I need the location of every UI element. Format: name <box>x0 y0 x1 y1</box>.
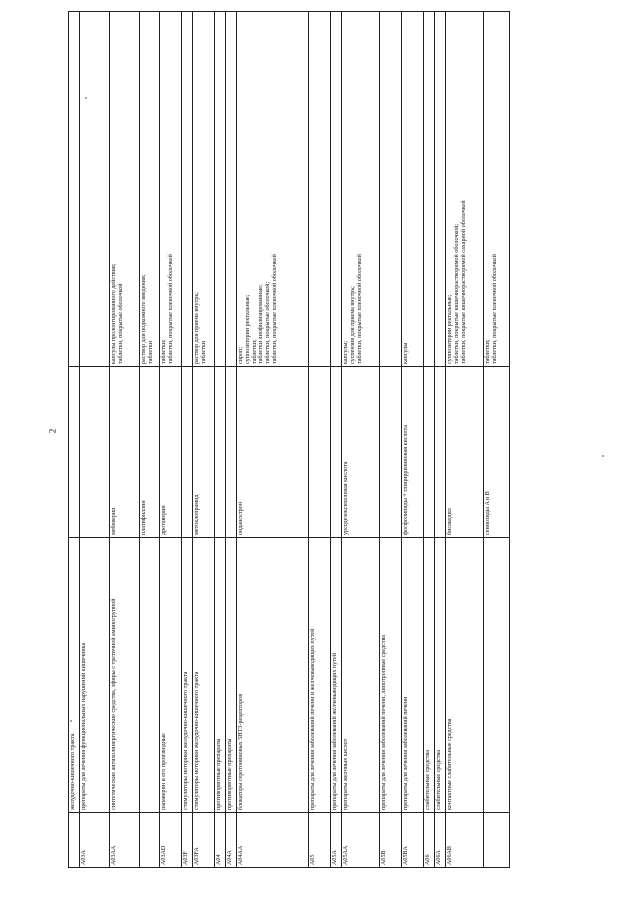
table-row <box>237 12 309 868</box>
atc-code-cell: A05 <box>309 813 331 868</box>
table-row <box>435 12 446 868</box>
page-number: 2 <box>47 428 58 434</box>
atc-code-cell: A03AA <box>110 813 140 868</box>
dosage-form-line: таблетки <box>200 340 207 364</box>
table-row <box>446 12 484 868</box>
table-row <box>380 12 402 868</box>
dosage-form-line: таблетки, покрытые кишечнорастворимой оболочкой; <box>453 223 460 364</box>
drug-name-cell: урсодезоксихолевая кислота <box>342 367 380 538</box>
drug-name-cell <box>309 367 331 538</box>
table-row <box>160 12 182 868</box>
dosage-form-line: таблетки, покрытые пленочной оболочкой <box>356 254 363 364</box>
dosage-forms-cell <box>380 12 402 367</box>
drug-name-cell: мебеверин <box>110 367 140 538</box>
dosage-forms-cell <box>193 12 215 367</box>
drug-name-cell <box>380 367 402 538</box>
group-name-cell: препараты для лечения заболеваний печени <box>402 538 424 813</box>
table-body <box>69 12 510 868</box>
dosage-form-line: таблетки лиофилизированные; <box>258 284 265 364</box>
atc-code-cell: A05AA <box>342 813 380 868</box>
table-row <box>484 12 510 868</box>
group-name-cell <box>140 538 160 813</box>
group-name-cell: контактные слабительные средства <box>446 538 484 813</box>
atc-code-cell: A06AB <box>446 813 484 868</box>
dosage-forms-cell <box>69 12 80 367</box>
atc-code-cell <box>484 813 510 868</box>
dosage-form-line: суппозитории ректальные; <box>244 294 251 364</box>
dosage-forms-cell <box>237 12 309 367</box>
dosage-form-line: таблетки, покрытые пленочной оболочкой <box>167 254 174 364</box>
dosage-form-line: таблетки, покрытые кишечнорастворимой сахарной оболочкой <box>460 200 467 364</box>
group-name-cell: противорвотные препараты <box>226 538 237 813</box>
group-name-cell: препараты для лечения заболеваний печени, липотропные средства <box>380 538 402 813</box>
drug-name-cell: бисакодил <box>446 367 484 538</box>
group-name-cell: желудочно-кишечного тракта <box>69 538 80 813</box>
drug-name-cell <box>69 367 80 538</box>
dosage-forms-cell <box>215 12 226 367</box>
dosage-forms-cell <box>331 12 342 367</box>
group-name-cell: слабительные средства <box>435 538 446 813</box>
table-row <box>424 12 435 868</box>
dosage-forms-cell <box>446 12 484 367</box>
atc-code-cell <box>140 813 160 868</box>
drug-classification-table <box>68 11 510 868</box>
dosage-forms-cell <box>182 12 193 367</box>
dosage-form-line: капсулы пролонгированного действия; <box>111 263 117 364</box>
group-name-cell: препараты желчных кислот <box>342 538 380 813</box>
group-name-cell: слабительные средства <box>424 538 435 813</box>
dosage-forms-cell <box>402 12 424 367</box>
dosage-forms-cell <box>309 12 331 367</box>
group-name-cell <box>484 538 510 813</box>
drug-name-cell: платифиллин <box>140 367 160 538</box>
atc-code-cell: A05BA <box>402 813 424 868</box>
dosage-form-line: таблетки, покрытые оболочкой <box>117 283 124 364</box>
dosage-forms-cell <box>484 12 510 367</box>
dosage-form-line: раствор для подкожного введения; <box>141 274 147 364</box>
dosage-form-line: таблетки; <box>251 339 258 364</box>
dosage-form-line: суспензия для приема внутрь; <box>349 286 356 364</box>
table-row <box>69 12 80 868</box>
group-name-cell: папаверин и его производные <box>160 538 182 813</box>
drug-name-cell <box>226 367 237 538</box>
atc-code-cell: A04A <box>226 813 237 868</box>
dosage-form-line: суппозитории ректальные; <box>447 294 453 364</box>
atc-code-cell: A06A <box>435 813 446 868</box>
drug-name-cell: метоклопрамид <box>193 367 215 538</box>
dosage-form-line: сироп; <box>238 346 244 364</box>
atc-code-cell: A03F <box>182 813 193 868</box>
table-row <box>331 12 342 868</box>
table-row <box>110 12 140 868</box>
table-row <box>309 12 331 868</box>
dosage-forms-cell <box>342 12 380 367</box>
table-row <box>402 12 424 868</box>
group-name-cell: препараты для лечения заболеваний печени и желчевыводящих путей <box>309 538 331 813</box>
dosage-forms-cell <box>435 12 446 367</box>
dosage-form-line: раствор для приема внутрь; <box>194 292 200 364</box>
table-row <box>342 12 380 868</box>
dosage-forms-cell <box>80 12 110 367</box>
drug-name-cell <box>424 367 435 538</box>
atc-code-cell <box>69 813 80 868</box>
dosage-forms-cell <box>226 12 237 367</box>
group-name-cell: стимуляторы моторики желудочно-кишечного тракта <box>193 538 215 813</box>
atc-code-cell: A03AD <box>160 813 182 868</box>
drug-name-cell: ондансетрон <box>237 367 309 538</box>
dosage-form-line: капсулы <box>403 342 409 364</box>
atc-code-cell: A04AA <box>237 813 309 868</box>
drug-name-cell: дротаверин <box>160 367 182 538</box>
group-name-cell: препараты для лечения функциональных нарушений кишечника <box>80 538 110 813</box>
drug-name-cell <box>215 367 226 538</box>
dosage-forms-cell <box>424 12 435 367</box>
table-row <box>226 12 237 868</box>
atc-code-cell: A03A <box>80 813 110 868</box>
table-row <box>80 12 110 868</box>
group-name-cell: стимуляторы моторики желудочно-кишечного тракта <box>182 538 193 813</box>
dosage-form-line: таблетки, покрытые пленочной оболочкой <box>272 254 279 364</box>
dosage-forms-cell <box>140 12 160 367</box>
dosage-form-line: таблетки <box>147 340 154 364</box>
dosage-form-line: таблетки; <box>485 339 491 364</box>
drug-name-cell <box>331 367 342 538</box>
drug-name-cell <box>80 367 110 538</box>
atc-code-cell: A03FA <box>193 813 215 868</box>
table-row <box>215 12 226 868</box>
group-name-cell: противорвотные препараты <box>215 538 226 813</box>
dosage-form-line: таблетки; <box>161 339 167 364</box>
group-name-cell: синтетические антихолинергические средства, эфиры с третичной аминогруппой <box>110 538 140 813</box>
drug-name-cell <box>182 367 193 538</box>
table-row <box>193 12 215 868</box>
atc-code-cell: A06 <box>424 813 435 868</box>
atc-code-cell: A05A <box>331 813 342 868</box>
table-row <box>140 12 160 868</box>
atc-code-cell: A05B <box>380 813 402 868</box>
group-name-cell: блокаторы серотониновых 5HT3-рецепторов <box>237 538 309 813</box>
dosage-form-line: таблетки, покрытые оболочкой; <box>265 281 272 364</box>
drug-name-cell <box>435 367 446 538</box>
drug-name-cell: фосфолипиды + глицирризиновая кислота <box>402 367 424 538</box>
drug-name-cell: сеннозиды A и B <box>484 367 510 538</box>
dosage-form-line: таблетки, покрытые пленочной оболочкой <box>491 254 498 364</box>
dosage-forms-cell <box>160 12 182 367</box>
dosage-forms-cell <box>110 12 140 367</box>
table-row <box>182 12 193 868</box>
group-name-cell: препараты для лечения заболеваний желчевыводящих путей <box>331 538 342 813</box>
dosage-form-line: капсулы; <box>343 341 349 364</box>
drug-table-frame <box>68 32 618 868</box>
atc-code-cell: A04 <box>215 813 226 868</box>
